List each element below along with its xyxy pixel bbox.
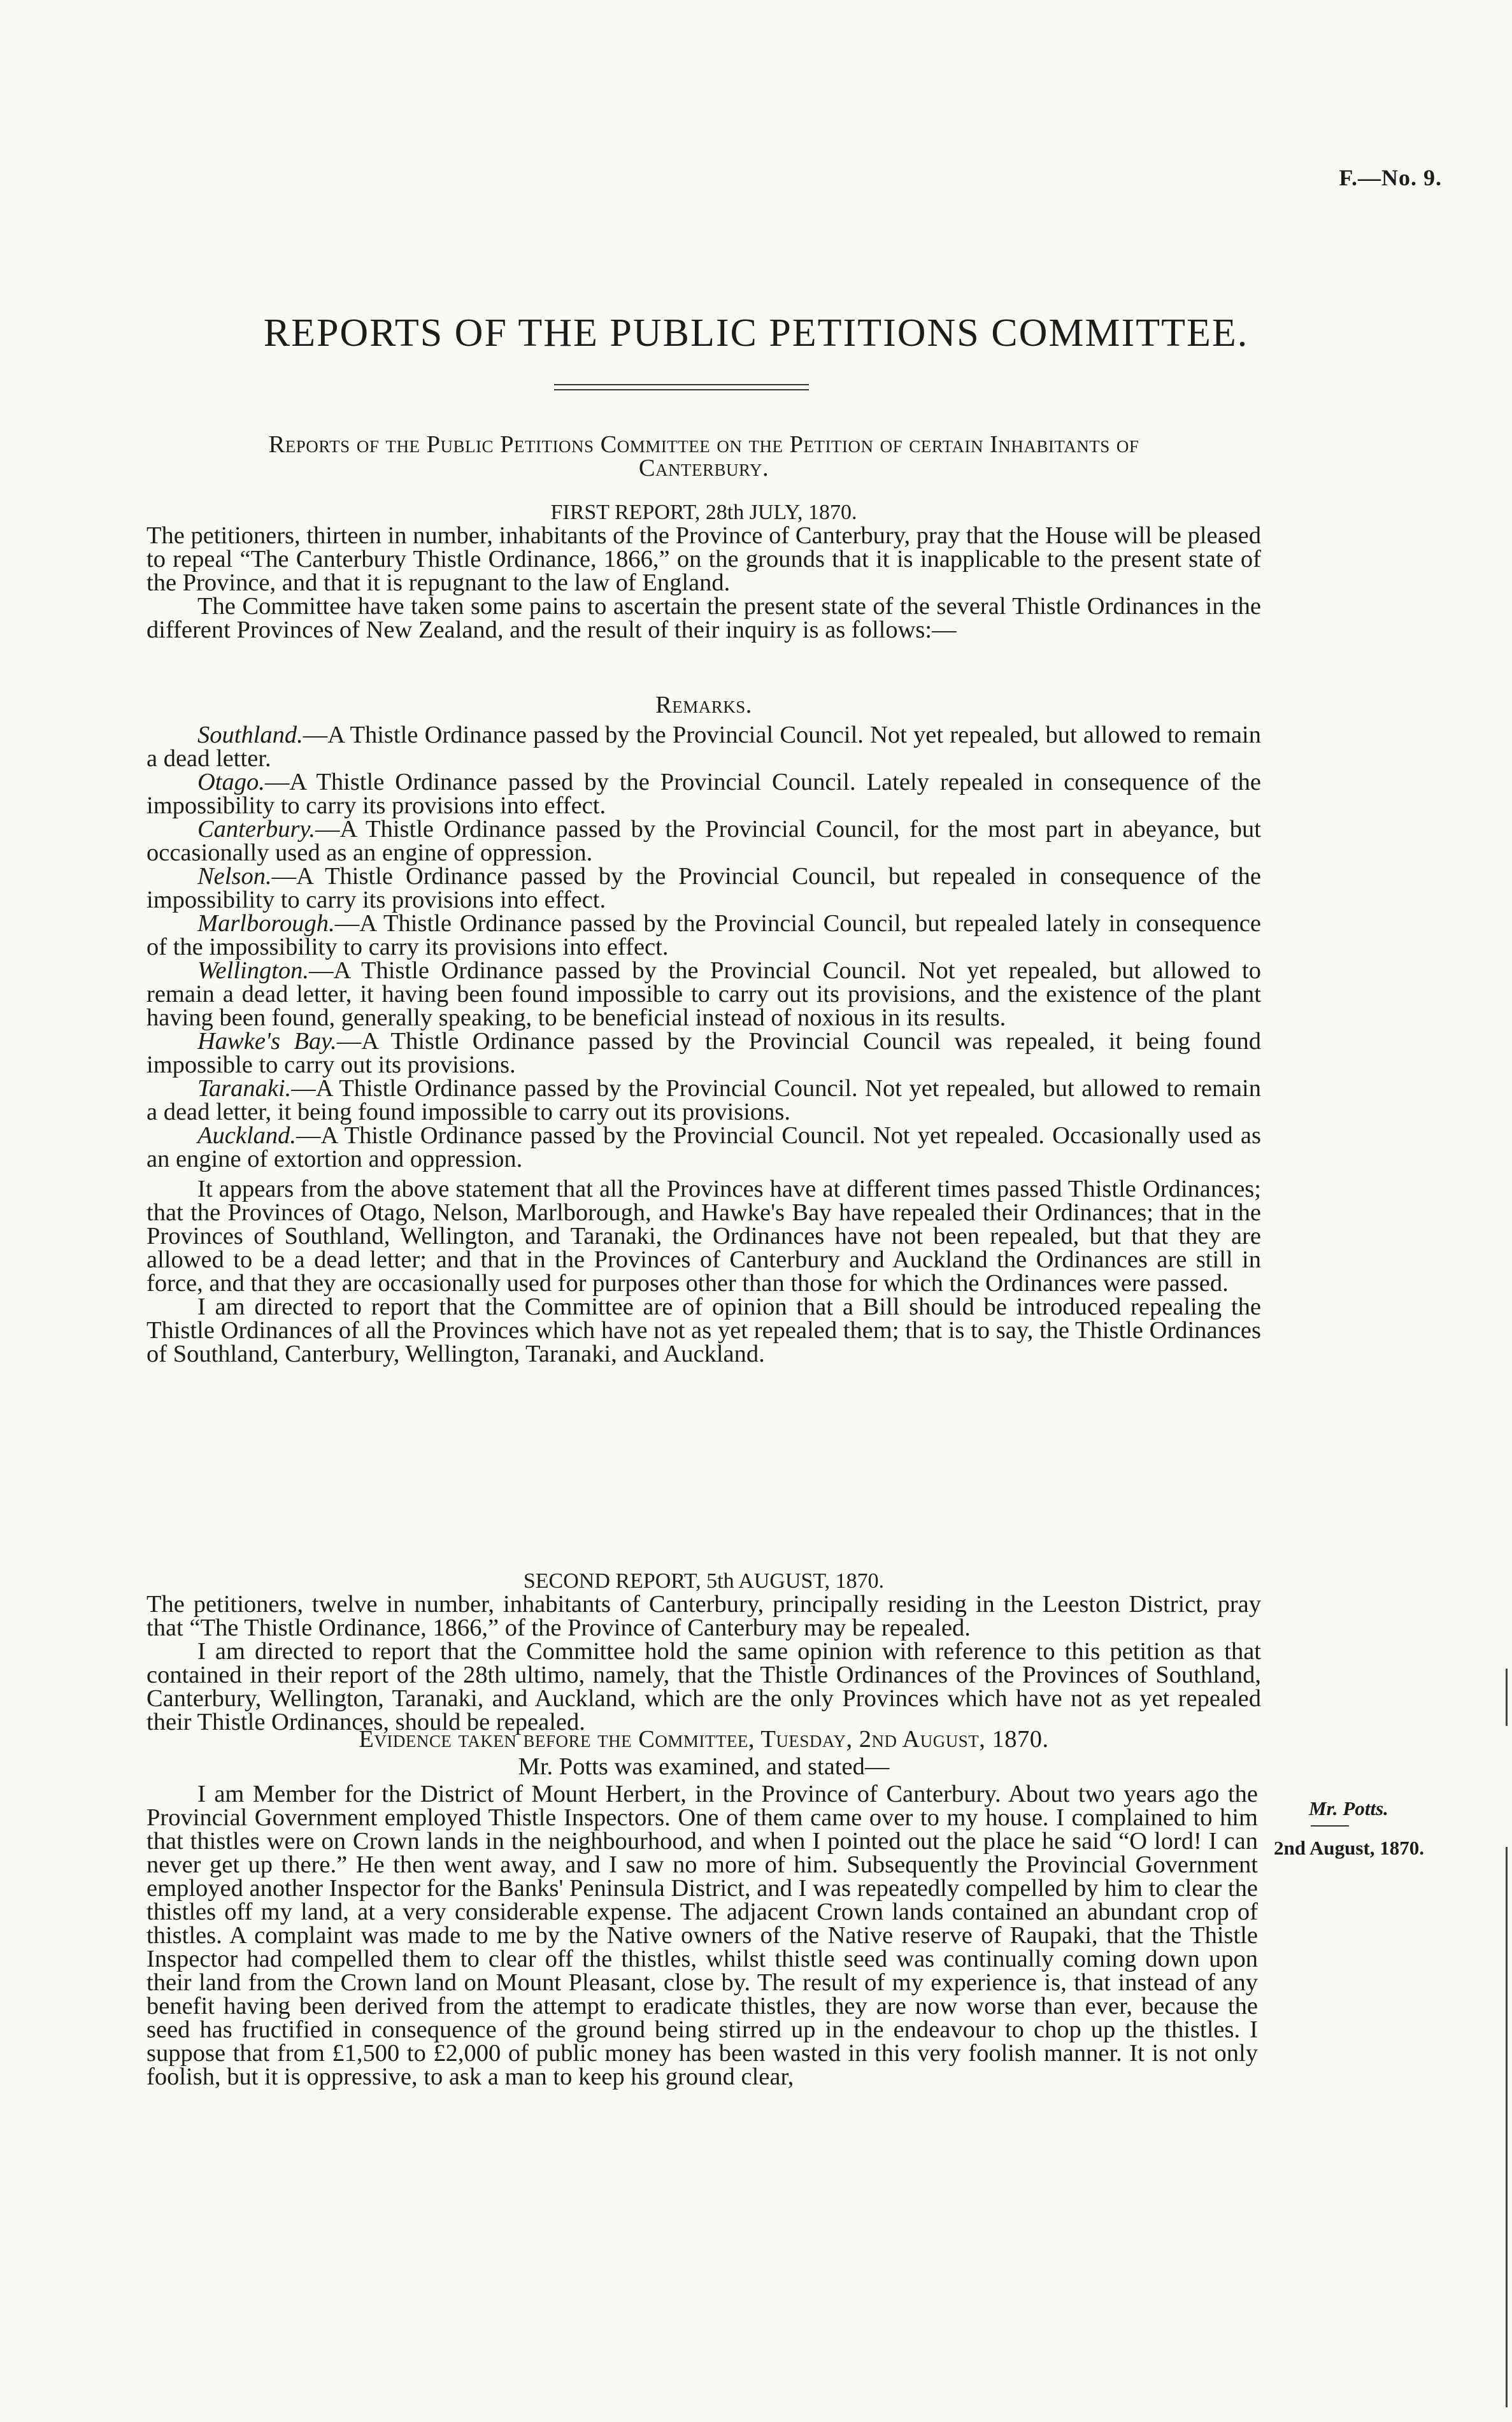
page-reference: F.—No. 9. bbox=[1339, 165, 1442, 190]
remark-southland: Southland.—A Thistle Ordinance passed by the Provincial Council. Not yet repealed, but allowed to remain a dead letter. bbox=[146, 722, 1261, 772]
remarks-heading: Remarks. bbox=[655, 692, 752, 718]
remark-nelson: Nelson.—A Thistle Ordinance passed by the Provincial Council, but repealed in consequence of the impossibility to carry its provisions into effect. bbox=[146, 863, 1261, 913]
side-note-witness: Mr. Potts. bbox=[1309, 1797, 1388, 1820]
subtitle bbox=[146, 433, 1261, 480]
remark-canterbury: Canterbury.—A Thistle Ordinance passed by the Provincial Council, for the most part in abeyance, but occasionally used as an engine of oppression. bbox=[146, 816, 1261, 866]
second-report-heading: SECOND REPORT, 5th AUGUST, 1870. bbox=[523, 1569, 885, 1593]
first-report-heading: FIRST REPORT, 28th JULY, 1870. bbox=[550, 501, 857, 524]
remark-hawkes-bay: Hawke's Bay.—A Thistle Ordinance passed by the Provincial Council was repealed, it being found impossible to carry out its provisions. bbox=[146, 1028, 1261, 1078]
first-report-paragraph-1: The petitioners, thirteen in number, inhabitants of the Province of Canterbury, pray that the House will be pleased to repeal “The Canterbury Thistle Ordinance, 1866,” on the grounds that it is inapplicable to the present state of the Province, and that it is repugnant to the law of England. bbox=[146, 522, 1261, 596]
first-report-paragraph-3: It appears from the above statement that all the Provinces have at different times passed Thistle Ordinances; that the Provinces of Otago, Nelson, Marlborough, and Hawke's Bay have repealed their Ordinances; that in the Provinces of Southland, Wellington, and Taranaki, the Ordinances have not been repealed, but that they are allowed to be a dead letter; and that in the Provinces of Canterbury and Auckland the Ordinances are still in force, and that they are occasionally used for purposes other than those for which the Ordinances were passed. bbox=[146, 1176, 1261, 1297]
first-report-paragraph-2: The Committee have taken some pains to ascertain the present state of the several Thistle Ordinances in the different Provinces of New Zealand, and the result of their inquiry is as follows:— bbox=[146, 593, 1261, 643]
subtitle-line-1: Reports of the Public Petitions Committee on the Petition of certain Inhabitants of bbox=[268, 431, 1139, 458]
first-report-section bbox=[146, 501, 1261, 642]
subtitle-line-2: Canterbury. bbox=[638, 455, 769, 481]
evidence-heading: Evidence taken before the Committee, Tuesday, 2nd August, 1870. bbox=[359, 1726, 1049, 1753]
second-report-paragraph-2: I am directed to report that the Committee hold the same opinion with reference to this petition as that contained in their report of the 28th ultimo, namely, that the Thistle Ordinances of the Provinces of Southland, Canterbury, Wellington, Taranaki, and Auckland, which are the only Provinces which have not as yet repealed their Thistle Ordinances, should be repealed. bbox=[146, 1638, 1261, 1735]
remark-taranaki: Taranaki.—A Thistle Ordinance passed by the Provincial Council. Not yet repealed, but allowed to remain a dead letter, it being found impossible to carry out its provisions. bbox=[146, 1075, 1261, 1125]
first-report-paragraph-4: I am directed to report that the Committee are of opinion that a Bill should be introduced repealing the Thistle Ordinances of all the Provinces which have not as yet repealed them; that is to say, the Thistle Ordinances of Southland, Canterbury, Wellington, Taranaki, and Auckland. bbox=[146, 1293, 1261, 1367]
remarks-list bbox=[146, 723, 1261, 1366]
title-rule-top bbox=[554, 384, 809, 385]
side-note-dash bbox=[1311, 1825, 1349, 1827]
remark-wellington: Wellington.—A Thistle Ordinance passed by the Provincial Council. Not yet repealed, but allowed to remain a dead letter, it having been found impossible to carry out its provisions, and the existence of the plant having been found, generally speaking, to be beneficial instead of noxious in its results. bbox=[146, 957, 1261, 1031]
title-rule-bottom bbox=[554, 389, 809, 390]
evidence-paragraph-1: I am Member for the District of Mount Herbert, in the Province of Canterbury. About two years ago the Provincial Government employed Thistle Inspectors. One of them came over to my house. I complained to him that thistles were on Crown lands in the neighbourhood, and when I pointed out the place he said “O lord! I can never get up there.” He then went away, and I saw no more of him. Subsequently the Provincial Government employed another Inspector for the Banks' Peninsula District, and I was repeatedly compelled by him to clear the thistles off my land, at a very considerable expense. The adjacent Crown lands contained an abundant crop of thistles. A complaint was made to me by the Native owners of the Native reserve of Raupaki, that the Thistle Inspector had compelled them to clear off the thistles, whilst thistle seed was continually coming down upon their land from the Crown land on Mount Pleasant, close by. The result of my experience is, that instead of any benefit having been derived from the attempt to eradicate thistles, they are now worse than ever, because the seed has fructified in consequence of the ground being stirred up in the endeavour to chop up the thistles. I suppose that from £1,500 to £2,000 of public money has been wasted in this very foolish manner. It is not only foolish, but it is oppressive, to ask a man to keep his ground clear, bbox=[146, 1781, 1258, 2090]
scan-margin-mark-2 bbox=[1506, 1847, 1508, 2407]
evidence-section bbox=[146, 1728, 1261, 2089]
side-note-date: 2nd August, 1870. bbox=[1274, 1837, 1425, 1859]
remark-marlborough: Marlborough.—A Thistle Ordinance passed by the Provincial Council, but repealed lately in consequence of the impossibility to carry its provisions into effect. bbox=[146, 910, 1261, 960]
main-title: REPORTS OF THE PUBLIC PETITIONS COMMITTEE. bbox=[263, 311, 1249, 355]
evidence-subheading: Mr. Potts was examined, and stated— bbox=[518, 1753, 890, 1780]
second-report-paragraph-1: The petitioners, twelve in number, inhabitants of Canterbury, principally residing in the Leeston District, pray that “The Thistle Ordinance, 1866,” of the Province of Canterbury may be repealed. bbox=[146, 1591, 1261, 1641]
scan-margin-mark-1 bbox=[1506, 1669, 1508, 1726]
second-report-section bbox=[146, 1569, 1261, 1734]
remark-auckland: Auckland.—A Thistle Ordinance passed by the Provincial Council. Not yet repealed. Occasionally used as an engine of extortion and oppression. bbox=[146, 1122, 1261, 1172]
remark-otago: Otago.—A Thistle Ordinance passed by the Provincial Council. Lately repealed in consequence of the impossibility to carry its provisions into effect. bbox=[146, 769, 1261, 819]
